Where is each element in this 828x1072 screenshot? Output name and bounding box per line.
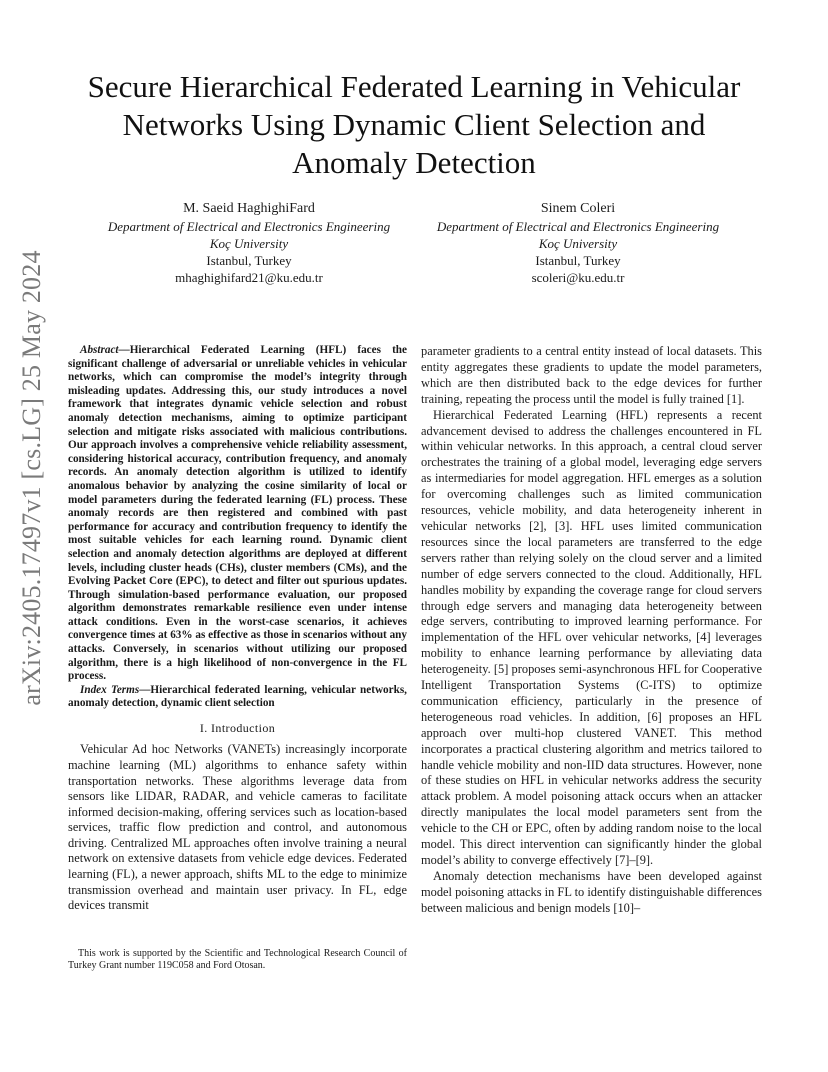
left-column bbox=[68, 344, 407, 914]
author-university: Koç University bbox=[538, 236, 618, 251]
author-email: scoleri@ku.edu.tr bbox=[531, 270, 625, 285]
abstract bbox=[68, 344, 407, 684]
index-terms-lead: Index Terms bbox=[80, 683, 140, 696]
abstract-lead: Abstract bbox=[80, 344, 119, 356]
section-heading: I. Introduction bbox=[199, 721, 276, 736]
title-line: Secure Hierarchical Federated Learning in Vehicular bbox=[87, 69, 741, 104]
title-line: Anomaly Detection bbox=[292, 145, 536, 180]
abstract-text: —Hierarchical Federated Learning (HFL) faces the significant challenge of adversarial or unreliable vehicles in vehicular networks, which can compromise the model’s integrity through misleading updates. Addressing this, our study introduces a novel framework that integrates dynamic vehicle selection and robust anomaly detection mechanisms, aiming to optimize participant selection and mitigate risks associated with malicious contributions. Our approach involves a comprehensive vehicle reliability assessment, considering historical accuracy, contribution frequency, and anomaly records. An anomaly detection algorithm is utilized to identify anomalous behavior by analyzing the cosine similarity of local or model parameters during the federated learning (FL) process. These anomaly records are then registered and combined with past performance for accuracy and contribution frequency to identify the most suitable vehicles for each learning round. Dynamic client selection and anomaly detection algorithms are deployed at different levels, including cluster heads (CHs), cluster members (CMs), and the Evolving Packet Core (EPC), to detect and filter out spurious updates. Through simulation-based performance evaluation, our proposed algorithm demonstrates remarkable resilience even under intense attack conditions. Even in the worst-case scenarios, it achieves convergence times at 63% as effective as those in scenarios without any attacks. Conversely, in scenarios without utilizing our proposed algorithm, there is a high likelihood of non-convergence in the FL process. bbox=[68, 344, 407, 683]
author-name: Sinem Coleri bbox=[540, 201, 616, 216]
author-location: Istanbul, Turkey bbox=[206, 253, 292, 268]
author-department: Department of Electrical and Electronics Engineering bbox=[436, 219, 720, 234]
body-paragraph: Anomaly detection mechanisms have been developed against model poisoning attacks in FL to identify distinguishable differences between malicious and benign models [10]– bbox=[421, 868, 762, 915]
footnote: This work is supported by the Scientific and Technological Research Council of Turkey Grant number 119C058 and Ford Otosan. bbox=[68, 948, 407, 972]
author-block bbox=[398, 200, 758, 286]
author-block bbox=[69, 200, 429, 286]
right-column bbox=[421, 344, 762, 917]
author-name: M. Saeid HaghighiFard bbox=[183, 201, 315, 216]
body-paragraph: Vehicular Ad hoc Networks (VANETs) increasingly incorporate machine learning (ML) algorithms to enhance safety within transportation networks. These algorithms leverage data from sensors like LIDAR, RADAR, and vehicle cameras to facilitate informed decision-making, offering services such as location-based services, traffic flow prediction and control, and autonomous driving. Centralized ML approaches often involve training a neural network on extensive datasets from vehicle edge devices. Federated learning (FL), a newer approach, shifts ML to the edge to minimize transmission overhead and maintain user privacy. In FL, edge devices transmit bbox=[68, 742, 407, 913]
author-department: Department of Electrical and Electronics Engineering bbox=[107, 219, 391, 234]
author-university: Koç University bbox=[209, 236, 289, 251]
body-paragraph: Hierarchical Federated Learning (HFL) represents a recent advancement devised to address the challenges encountered in FL within vehicular networks. In this approach, a central cloud server orchestrates the training of a global model, leveraging edge servers as intermediaries for model aggregation. HFL emerges as a solution for overcoming challenges such as limited communication resources, vehicle mobility, and data heterogeneity inherent in vehicular networks [2], [3]. HFL uses limited communication resources since the local parameters are transferred to the edge servers rather than relying solely on the cloud server and a limited number of edge servers connected to the cloud. Additionally, HFL handles mobility by expanding the coverage range for cloud servers through edge servers and managing data heterogeneity between edge servers, contributing to improved learning performance. For implementation of the HFL over vehicular networks, [4] leverages mobility to enhance learning performance by alleviating data heterogeneity. [5] proposes semi-asynchronous HFL for Cooperative Intelligent Transportation Systems (C-ITS) to optimize communication efficiency, particularly in the presence of heterogeneous road vehicles. In addition, [6] proposes an HFL approach over multi-hop clustered VANET. This method incorporates a practical clustering algorithm and metrics tailored to handle vehicle mobility and non-IID data structures. However, none of these studies on HFL in vehicular networks address the security attack problem. A model poisoning attack occurs when an attacker directly manipulates the local model parameters sent from the vehicle to the CH or EPC, often by adding random noise to the local model. This direct intervention can significantly hinder the global model’s ability to converge effectively [7]–[9]. bbox=[421, 407, 762, 867]
body-paragraph: parameter gradients to a central entity instead of local datasets. This entity aggregates these gradients to update the model parameters, which are then distributed back to the edge devices for further training, repeating the process until the model is fully trained [1]. bbox=[421, 344, 762, 406]
arxiv-sidebar bbox=[12, 0, 52, 1072]
author-email: mhaghighifard21@ku.edu.tr bbox=[175, 270, 323, 285]
index-terms-text: —Hierarchical federated learning, vehicular networks, anomaly detection, dynamic client selection bbox=[68, 683, 407, 710]
paper-title bbox=[60, 68, 768, 182]
title-line: Networks Using Dynamic Client Selection and bbox=[122, 107, 706, 142]
author-location: Istanbul, Turkey bbox=[535, 253, 621, 268]
arxiv-identifier: arXiv:2405.17497v1 [cs.LG] 25 May 2024 bbox=[17, 250, 46, 706]
index-terms bbox=[68, 684, 407, 711]
